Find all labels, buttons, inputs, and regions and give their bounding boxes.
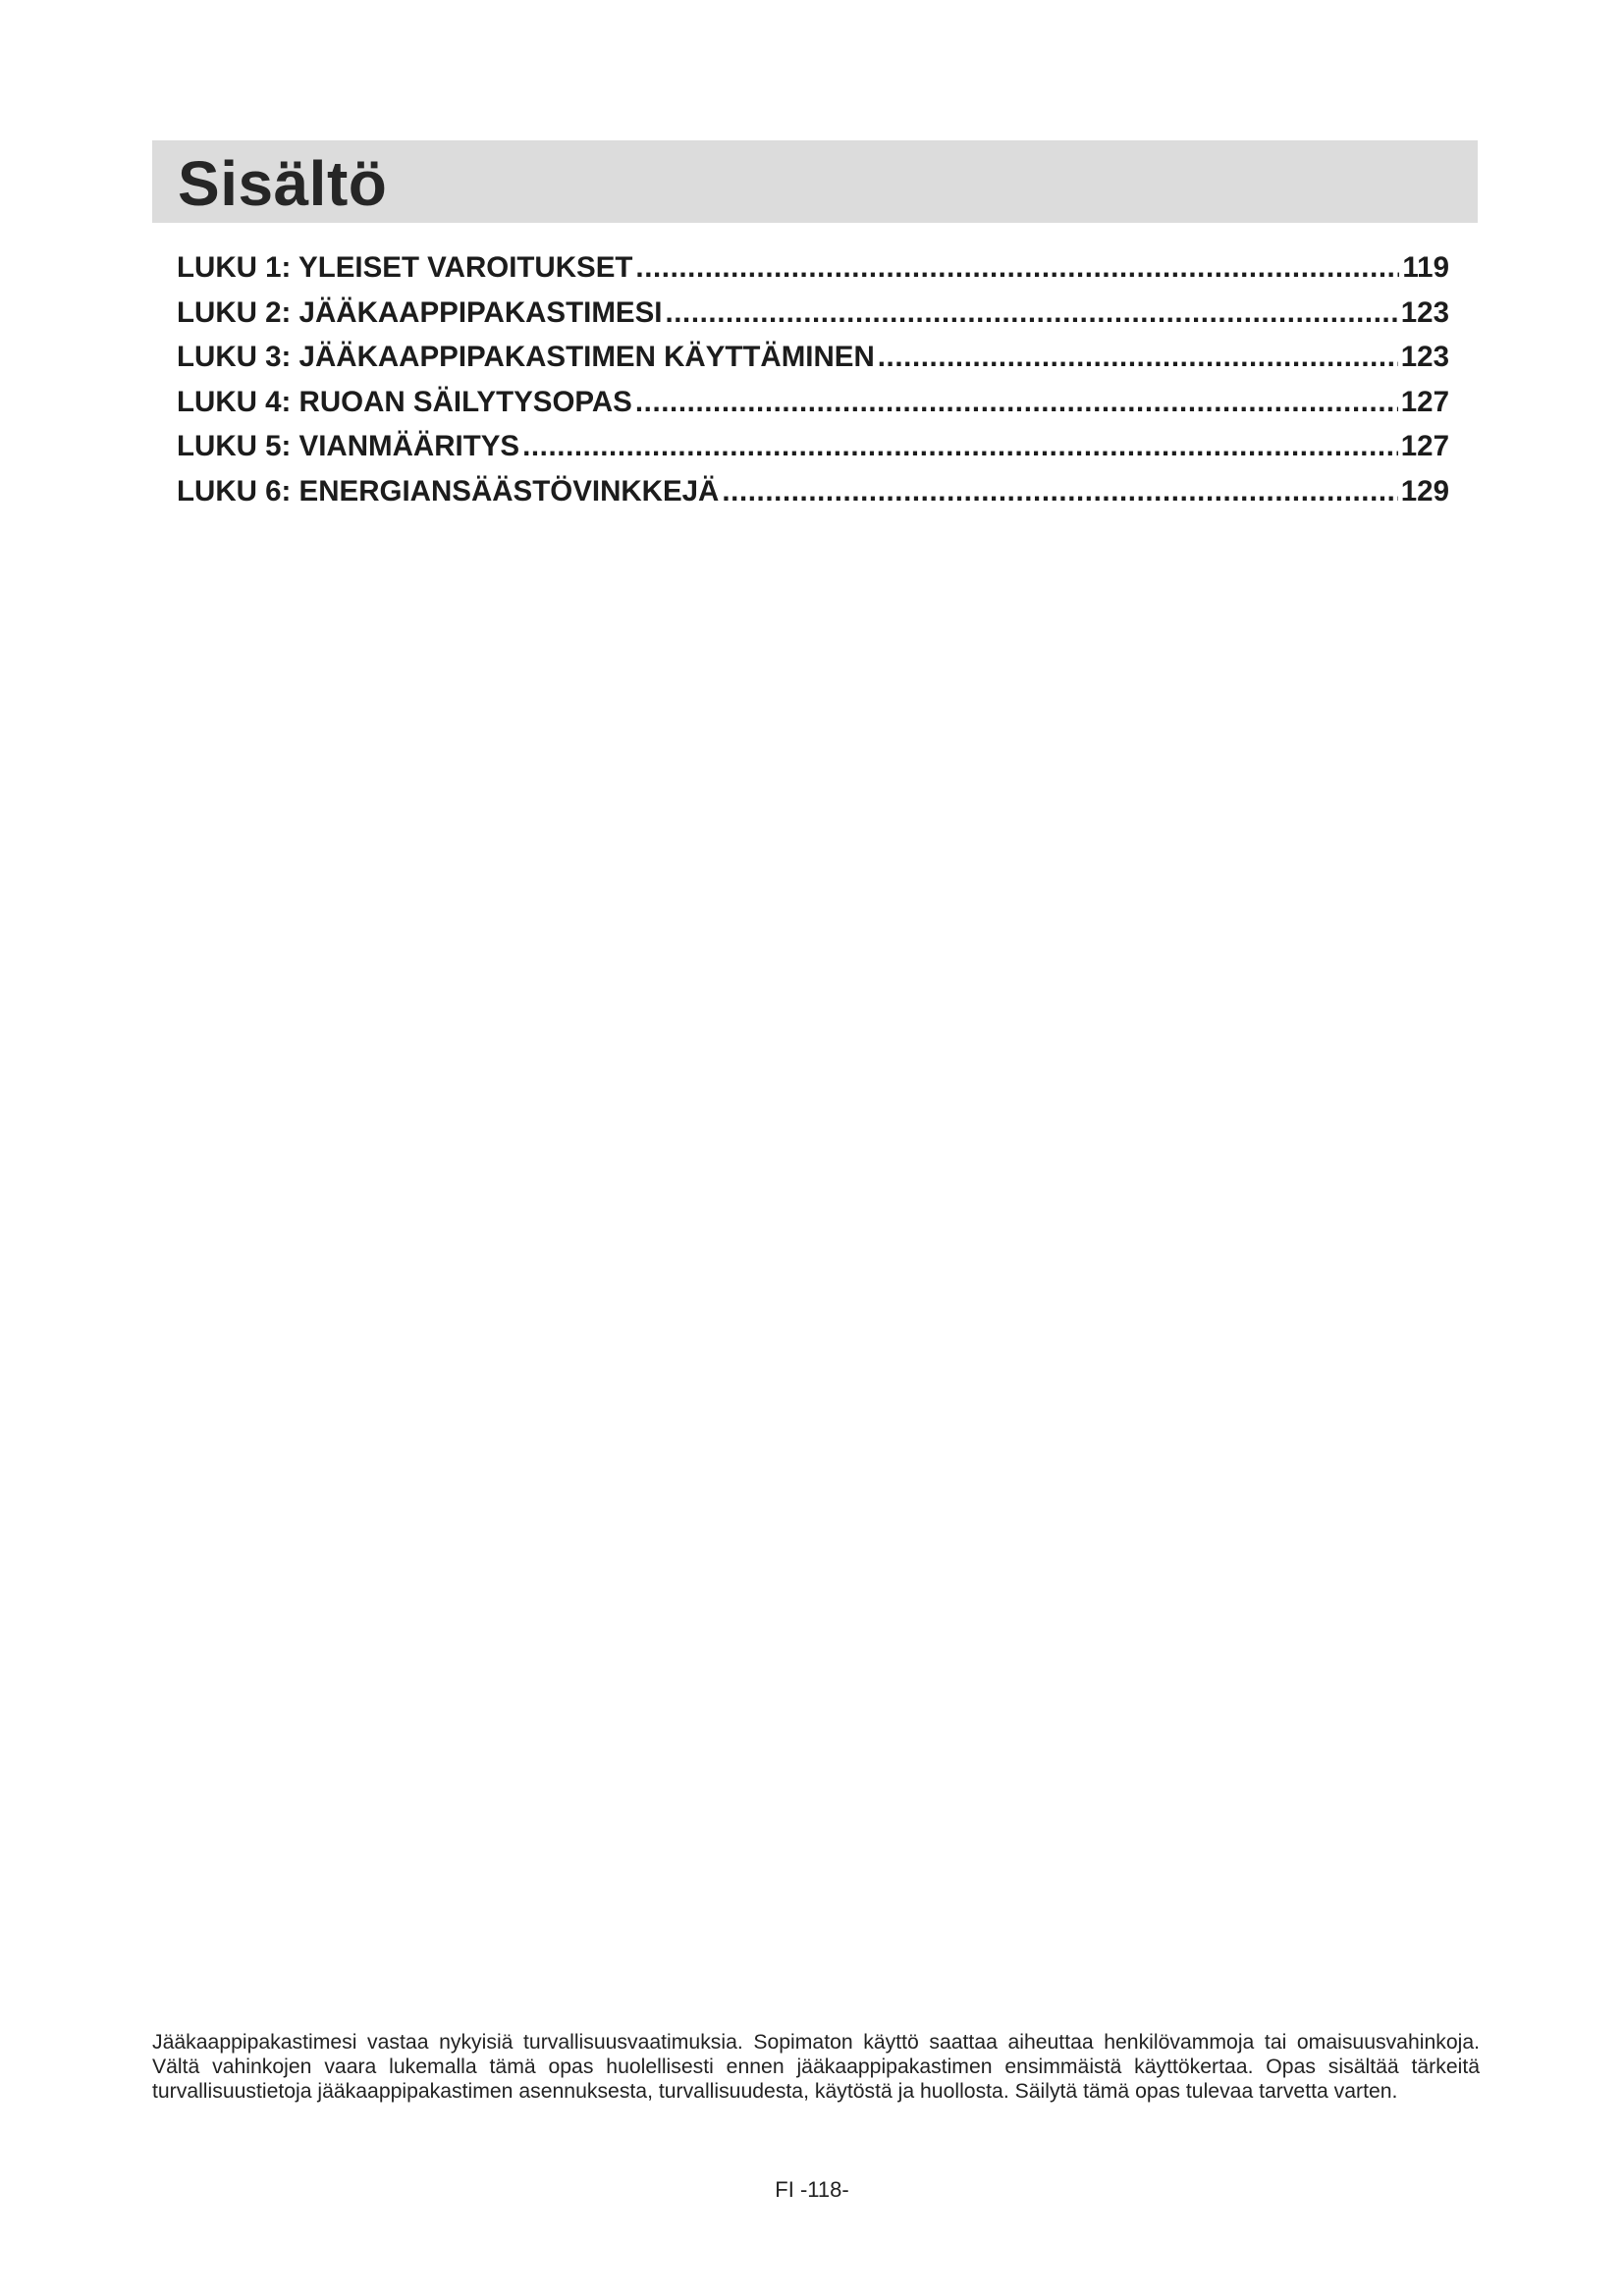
toc-entry[interactable] (177, 430, 1449, 475)
toc-entry-page: 127 (1400, 430, 1449, 462)
toc-dot-leader (522, 430, 1398, 463)
toc-entry-label: LUKU 5: VIANMÄÄRITYS (177, 430, 520, 462)
toc-entry[interactable] (177, 296, 1449, 342)
toc-entry[interactable] (177, 251, 1449, 296)
page-number: FI -118- (775, 2177, 849, 2202)
toc-dot-leader (878, 341, 1398, 374)
toc-entry-page: 119 (1402, 251, 1449, 284)
toc-entry-label: LUKU 2: JÄÄKAAPPIPAKASTIMESI (177, 295, 663, 329)
toc-entry-label: LUKU 3: JÄÄKAAPPIPAKASTIMEN KÄYTTÄMINEN (177, 341, 875, 373)
toc-entry-label: LUKU 6: ENERGIANSÄÄSTÖVINKKEJÄ (177, 474, 720, 507)
toc-dot-leader (635, 251, 1399, 285)
toc-entry[interactable] (177, 386, 1449, 431)
toc-entry-label: LUKU 1: YLEISET VAROITUKSET (177, 251, 633, 284)
title-bar (152, 140, 1478, 223)
toc-entry-page: 123 (1400, 341, 1449, 373)
toc-dot-leader (635, 386, 1398, 419)
toc-entry[interactable] (177, 341, 1449, 386)
table-of-contents (177, 251, 1449, 519)
toc-entry-label: LUKU 4: RUOAN SÄILYTYSOPAS (177, 385, 632, 418)
toc-entry-page: 127 (1400, 385, 1449, 418)
toc-dot-leader (722, 475, 1397, 508)
toc-entry[interactable] (177, 475, 1449, 520)
toc-entry-page: 123 (1400, 295, 1449, 329)
toc-dot-leader (665, 296, 1397, 330)
safety-disclaimer: Jääkaappipakastimesi vastaa nykyisiä turvallisuusvaatimuksia. Sopimaton käyttö saattaa aiheuttaa henkilövammoja tai omaisuusvahinkoja. Vältä vahinkojen vaara lukemalla tämä opas huolellisesti ennen jääkaappipakastimen ensimmäistä käyttökertaa. Opas sisältää tärkeitä turvallisuustietoja jääkaappipakastimen asennuksesta, turvallisuudesta, käytöstä ja huollosta. Säilytä tämä opas tulevaa tarvetta varten. (152, 2031, 1480, 2103)
page-title: Sisältö (178, 148, 388, 219)
toc-entry-page: 129 (1400, 474, 1449, 507)
